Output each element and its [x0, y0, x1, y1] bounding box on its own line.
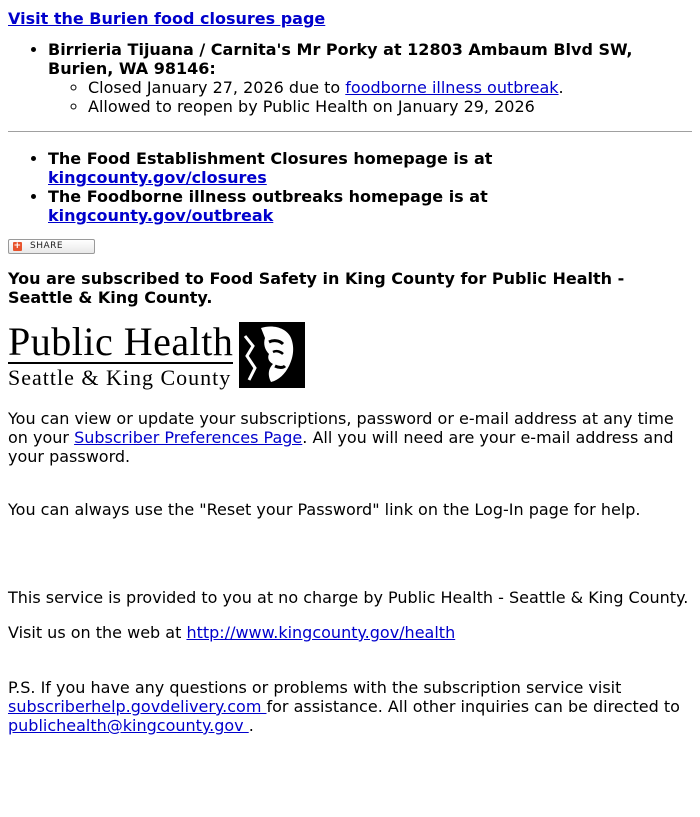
logo-title: Public Health — [8, 319, 234, 364]
closed-suffix: . — [558, 78, 564, 97]
ps-middle-text: for assistance. All other inquiries can be directed to — [266, 697, 680, 716]
closures-homepage-link[interactable]: kingcounty.gov/closures — [48, 168, 267, 187]
subscriberhelp-link[interactable]: subscriberhelp.govdelivery.com — [8, 697, 267, 716]
closure-item — [48, 40, 692, 116]
subscriber-preferences-link[interactable]: Subscriber Preferences Page — [74, 428, 303, 447]
preferences-paragraph — [8, 409, 692, 466]
closed-date-item — [88, 78, 692, 97]
preferences-suffix: . All you will need are your e-mail address and your password. — [8, 428, 674, 466]
closures-homepage-text: The Food Establishment Closures homepage is at — [48, 149, 493, 168]
outbreak-homepage-text: The Foodborne illness outbreaks homepage is at — [48, 187, 488, 206]
web-text: Visit us on the web at — [8, 623, 187, 642]
ps-text: P.S. If you have any questions or problems with the subscription service visit — [8, 678, 622, 697]
mlk-portrait-icon — [239, 322, 305, 388]
publichealth-email-link[interactable]: publichealth@kingcounty.gov — [8, 716, 249, 735]
closure-title: Birrieria Tijuana / Carnita's Mr Porky at 12803 Ambaum Blvd SW, Burien, WA 98146: — [48, 40, 633, 78]
homepage-list — [8, 149, 692, 225]
closure-details — [48, 78, 692, 116]
outbreak-homepage-link[interactable]: kingcounty.gov/outbreak — [48, 206, 274, 225]
preferences-text: You can view or update your subscriptions, password or e-mail address at any time on your — [8, 409, 674, 447]
closure-list — [8, 40, 692, 116]
logo-subtitle: Seattle & King County — [8, 365, 232, 390]
share-label: SHARE — [30, 241, 64, 251]
burien-closures-link[interactable]: Visit the Burien food closures page — [8, 9, 326, 28]
public-health-logo — [8, 319, 692, 392]
web-paragraph — [8, 623, 692, 642]
outbreak-homepage-item — [48, 187, 692, 225]
divider — [8, 131, 692, 132]
subscription-notice: You are subscribed to Food Safety in King County for Public Health - Seattle & King County. — [8, 269, 625, 307]
closures-homepage-item — [48, 149, 692, 187]
kingcounty-health-link[interactable]: http://www.kingcounty.gov/health — [186, 623, 456, 642]
ps-paragraph — [8, 678, 692, 735]
plus-icon: + — [13, 241, 22, 251]
logo-wordmark — [8, 319, 234, 392]
reopen-item: ◦ Allowed to reopen by Public Health on January 29, 2026 — [88, 97, 692, 116]
closed-date-text: Closed January 27, 2026 due to — [88, 78, 346, 97]
ps-suffix: . — [248, 716, 254, 735]
share-button[interactable] — [8, 239, 95, 254]
service-paragraph: This service is provided to you at no charge by Public Health - Seattle & King County. — [8, 588, 689, 607]
reset-password-paragraph: You can always use the "Reset your Password" link on the Log-In page for help. — [8, 500, 641, 519]
foodborne-outbreak-link[interactable]: foodborne illness outbreak — [345, 78, 559, 97]
